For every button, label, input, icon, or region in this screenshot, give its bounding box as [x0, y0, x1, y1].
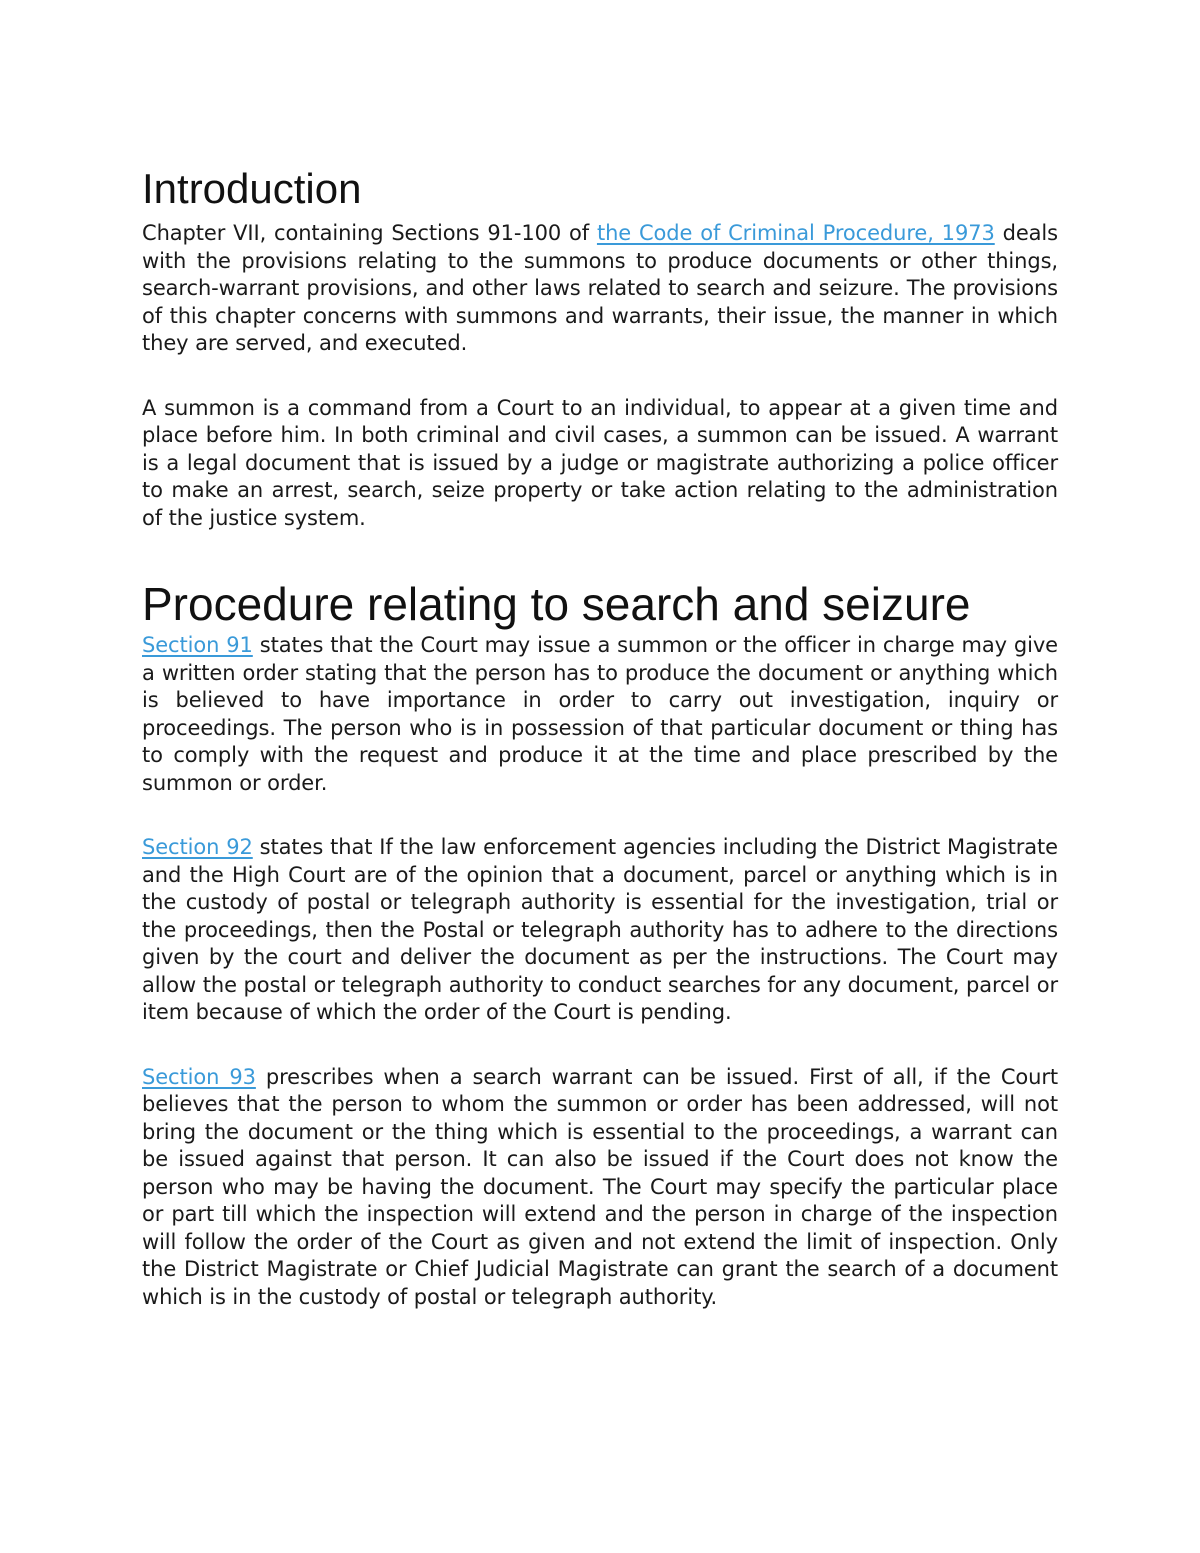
section-91-text: states that the Court may issue a summon or the officer in charge may give a written order stating that the person has to produce the document or anything which is believed to have importance in order to carry out investigation, inquiry or proceedings. The person who is in possession of that particular document or thing has to comply with the request and produce it at the time and place prescribed by the summon or order. [142, 633, 1058, 795]
procedure-heading: Procedure relating to search and seizure [142, 578, 971, 630]
section-93-link[interactable]: Section 93 [142, 1064, 256, 1089]
document-page [142, 164, 1058, 1348]
section-92-text: states that If the law enforcement agencies including the District Magistrate and the High Court are of the opinion that a document, parcel or anything which is in the custody of postal or telegraph authority is essential for the investigation, trial or the proceedings, then the Postal or telegraph authority has to adhere to the directions given by the court and deliver the document as per the instructions. The Court may allow the postal or telegraph authority to conduct searches for any document, parcel or item because of which the order of the Court is pending. [142, 835, 1058, 1024]
section-92-link[interactable]: Section 92 [142, 835, 253, 859]
introduction-heading: Introduction [142, 165, 362, 212]
intro-paragraph-1 [142, 220, 1058, 358]
intro-paragraph-2: A summon is a command from a Court to an individual, to appear at a given time and place before him. In both criminal and civil cases, a summon can be issued. A warrant is a legal document that is issued by a judge or magistrate authorizing a police officer to make an arrest, search, seize property or take action relating to the administration of the justice system. [142, 395, 1058, 530]
code-of-criminal-procedure-link[interactable]: the Code of Criminal Procedure, 1973 [596, 221, 995, 245]
section-91-paragraph [142, 632, 1058, 797]
intro-p1-text-after: deals with the provisions relating to the summons to produce documents or other things, search-warrant provisions, and other laws related to search and seizure. The provisions of this chapter concerns with summons and warrants, their issue, the manner in which they are served, and executed. [142, 221, 1058, 355]
section-93-paragraph [142, 1064, 1058, 1312]
intro-p1-text-before: Chapter VII, containing Sections 91-100 of [142, 221, 597, 245]
section-93-text: prescribes when a search warrant can be issued. First of all, if the Court believes that the person to whom the summon or order has been addressed, will not bring the document or the thing which is essential to the proceedings, a warrant can be issued against that person. It can also be issued if the Court does not know the person who may be having the document. The Court may specify the particular place or part till which the inspection will extend and the person in charge of the inspection will follow the order of the Court as given and not extend the limit of inspection. Only the District Magistrate or Chief Judicial Magistrate can grant the search of a document which is in the custody of postal or telegraph authority. [142, 1064, 1059, 1309]
section-92-paragraph [142, 834, 1058, 1027]
section-91-link[interactable]: Section 91 [142, 633, 253, 657]
